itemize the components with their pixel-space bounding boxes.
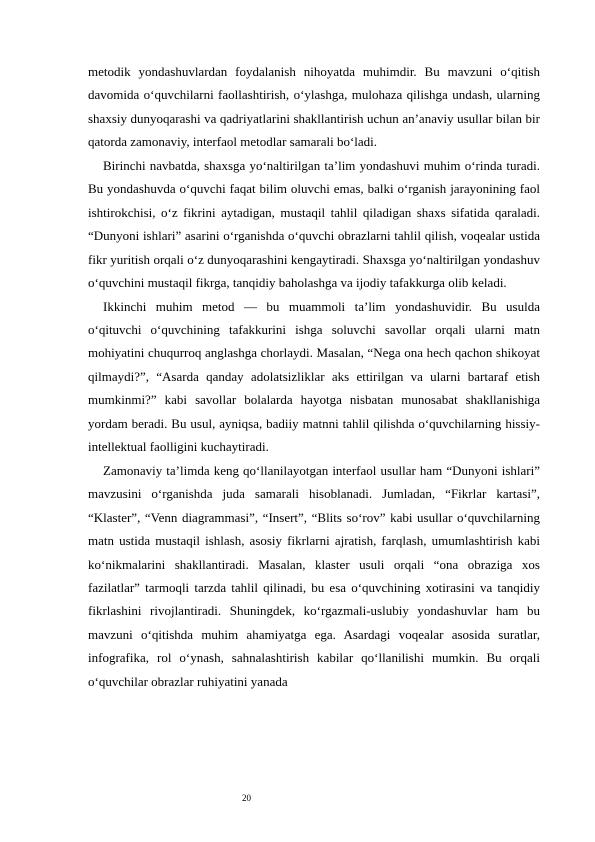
paragraph-continuation: metodik yondashuvlardan foydalanish nihoyatda muhimdir. Bu mavzuni o‘qitish davomida o‘quvchilarni faollashtirish, o‘ylashga, mulohaza qilishga undash, ularning shaxsiy dunyoqarashi va qadriyatlarini shakllantirish uchun an’anaviy usullar bilan bir qatorda zamonaviy, interfaol metodlar samarali bo‘ladi.	[88, 64, 540, 150]
page-number: 20	[242, 793, 251, 803]
paragraph-personal-approach: Birinchi navbatda, shaxsga yo‘naltirilgan ta’lim yondashuvi muhim o‘rinda turadi. Bu yondashuvda o‘quvchi faqat bilim oluvchi emas, balki o‘rganish jarayonining faol ishtirokchisi, o‘z fikrini aytadigan, mustaqil tahlil qiladigan shaxs sifatida qaraladi. “Dunyoni ishlari” asarini o‘rganishda o‘quvchi obrazlarni tahlil qilish, voqealar ustida fikr yuritish orqali o‘z dunyoqarashini kengaytiradi. Shaxsga yo‘naltirilgan yondashuv o‘quvchini mustaqil fikrga, tanqidiy baholashga va ijodiy tafakkurga olib keladi.	[88, 157, 540, 291]
document-body	[88, 60, 540, 693]
paragraph-problem-based-learning: Ikkinchi muhim metod — bu muammoli ta’lim yondashuvidir. Bu usulda o‘qituvchi o‘quvchining tafakkurini ishga soluvchi savollar orqali ularni matn mohiyatini chuqurroq anglashga chorlaydi. Masalan, “Nega ona hech qachon shikoyat qilmaydi?”, “Asarda qanday adolatsizliklar aks ettirilgan va ularni bartaraf etish mumkinmi?” kabi savollar bolalarda hayotga nisbatan munosabat shakllanishiga yordam beradi. Bu usul, ayniqsa, badiiy matnni tahlil qilishda o‘quvchilarning hissiy-intellektual faolligini kuchaytiradi.	[88, 298, 540, 455]
paragraph-interactive-methods: Zamonaviy ta’limda keng qo‘llanilayotgan interfaol usullar ham “Dunyoni ishlari” mavzusini o‘rganishda juda samarali hisoblanadi. Jumladan, “Fikrlar kartasi”, “Klaster”, “Venn diagrammasi”, “Insert”, “Blits so‘rov” kabi usullar o‘quvchilarning matn ustida mustaqil ishlash, asosiy fikrlarni ajratish, farqlash, umumlashtirish kabi ko‘nikmalarini shakllantiradi. Masalan, klaster usuli orqali “ona obraziga xos fazilatlar” tarmoqli tarzda tahlil qilinadi, bu esa o‘quvchining xotirasini va tanqidiy fikrlashini rivojlantiradi. Shuningdek, ko‘rgazmali-uslubiy yondashuvlar ham bu mavzuni o‘qitishda muhim ahamiyatga ega. Asardagi voqealar asosida suratlar, infografika, rol o‘ynash, sahnalashtirish kabilar qo‘llanilishi mumkin. Bu orqali o‘quvchilar obrazlar ruhiyatini yanada	[88, 462, 540, 689]
